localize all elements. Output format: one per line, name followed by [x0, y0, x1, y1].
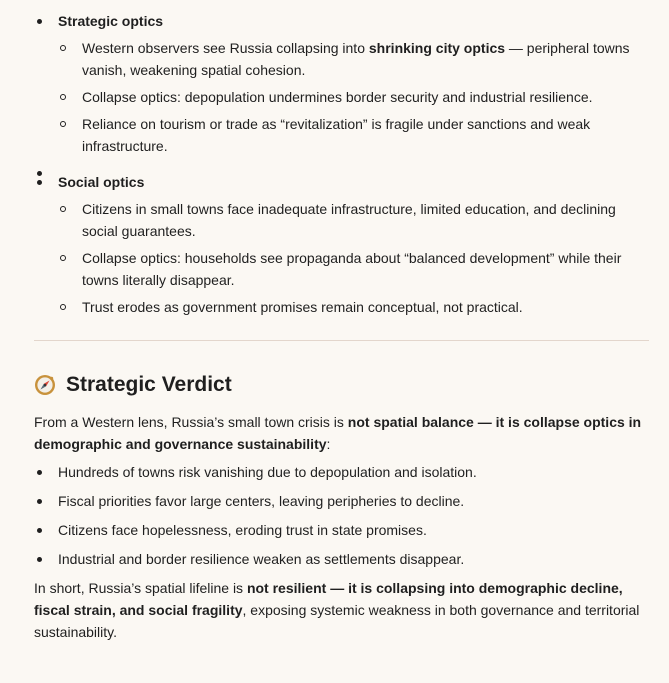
social-optics-point-1: Citizens in small towns face inadequate infrastructure, limited education, and declining social guarantees. — [58, 198, 649, 242]
strategic-optics-title: Strategic optics — [58, 13, 164, 29]
social-optics-point-2: Collapse optics: households see propaganda about “balanced development” while their towns literally disappear. — [58, 247, 649, 291]
strategic-optics-point-1 — [58, 37, 649, 81]
verdict-bullet-2: Fiscal priorities favor large centers, leaving peripheries to decline. — [34, 490, 649, 512]
spacer — [34, 162, 649, 171]
verdict-summary — [34, 577, 649, 643]
social-optics-point-3: Trust erodes as government promises remain conceptual, not practical. — [58, 296, 649, 318]
point-text-bold: shrinking city optics — [368, 40, 506, 56]
point-text-post: — peripheral towns vanish, weakening spatial cohesion. — [82, 40, 630, 78]
social-optics-item — [34, 171, 649, 318]
strategic-optics-sublist — [58, 37, 649, 157]
summary-bold: not resilient — it is collapsing into demographic decline, fiscal strain, and social fragility — [34, 580, 623, 618]
optics-list — [34, 10, 649, 318]
section-divider — [34, 340, 649, 341]
strategic-optics-item — [34, 10, 649, 157]
verdict-title: Strategic Verdict — [66, 373, 232, 396]
social-optics-title: Social optics — [58, 174, 145, 190]
verdict-heading — [34, 371, 649, 399]
verdict-intro — [34, 411, 649, 455]
point-text-pre: Western observers see Russia collapsing into — [82, 40, 369, 56]
summary-post: , exposing systemic weakness in both governance and territorial sustainability. — [34, 602, 640, 640]
verdict-bullet-1: Hundreds of towns risk vanishing due to depopulation and isolation. — [34, 461, 649, 483]
strategic-optics-point-3: Reliance on tourism or trade as “revitalization” is fragile under sanctions and weak infrastructure. — [58, 113, 649, 157]
verdict-bullets — [34, 461, 649, 570]
strategic-optics-point-2: Collapse optics: depopulation undermines border security and industrial resilience. — [58, 86, 649, 108]
intro-post: : — [326, 436, 331, 452]
verdict-bullet-4: Industrial and border resilience weaken as settlements disappear. — [34, 548, 649, 570]
social-optics-sublist — [58, 198, 649, 318]
intro-bold: not spatial balance — it is collapse optics in demographic and governance sustainability — [34, 414, 642, 452]
compass-icon — [34, 374, 56, 396]
verdict-bullet-3: Citizens face hopelessness, eroding trust in state promises. — [34, 519, 649, 541]
intro-pre: From a Western lens, Russia’s small town crisis is — [34, 414, 348, 430]
summary-pre: In short, Russia’s spatial lifeline is — [34, 580, 247, 596]
